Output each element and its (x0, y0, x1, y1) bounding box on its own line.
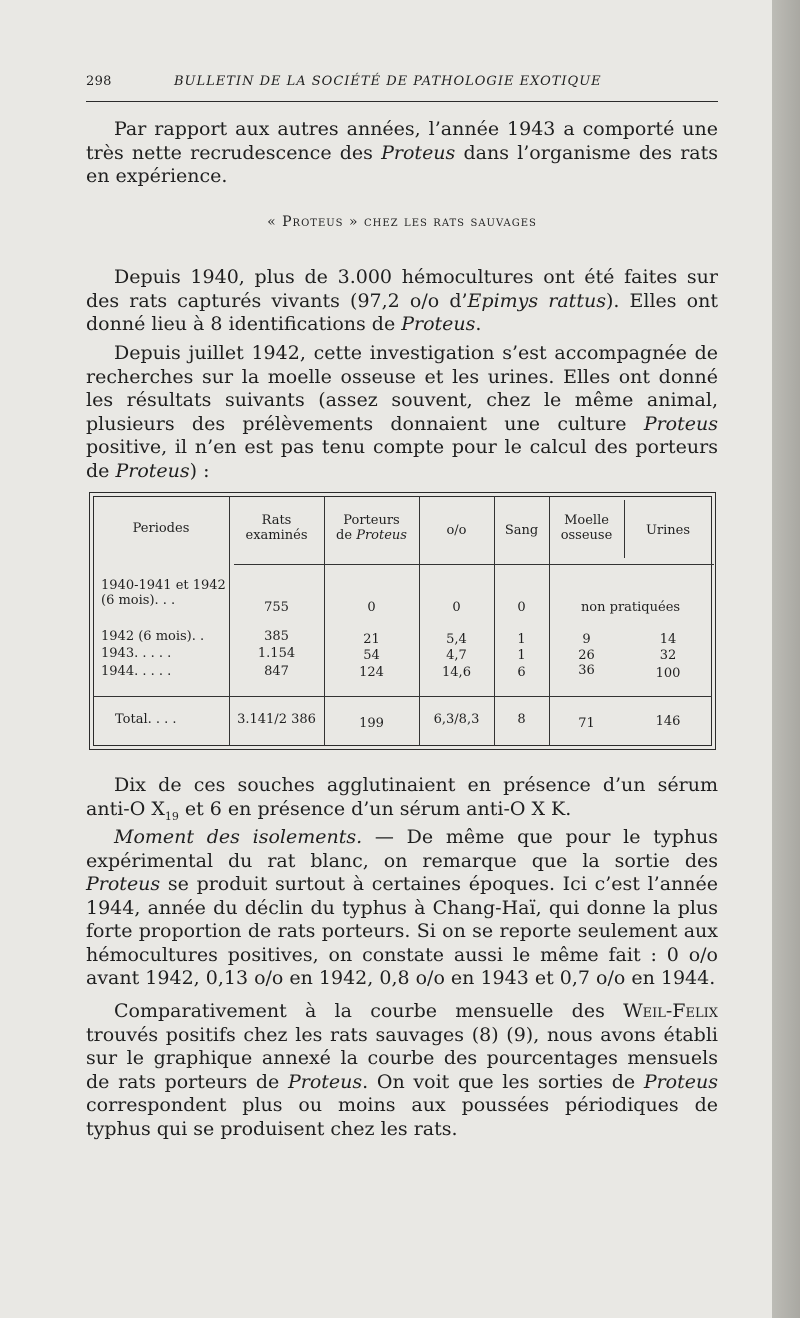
header-rule (86, 101, 718, 102)
table-cell: 8 (517, 712, 526, 727)
paragraph-3: Depuis juillet 1942, cette investigation s’est accompagnée de recherches sur la moelle osseuse et les urines. Elles ont donné les résultats suivants (assez souvent, chez le même animal, plusieurs des prélèvements donnaient une culture Proteus positive, il n’en est pas tenu compte pour le calcul des porteurs de Proteus) : (86, 342, 718, 482)
table-cell: 199 (359, 716, 384, 731)
section-heading: « Proteus » chez les rats sauvages (267, 214, 537, 230)
table-cell: 71 (578, 716, 595, 731)
col-header-sang: Sang (504, 523, 539, 538)
table-cell: 54 (363, 648, 380, 663)
paragraph-6: Comparativement à la courbe mensuelle des Weil-Felix trouvés positifs chez les rats sauvages (8) (9), nous avons établi sur le graphique annexé la courbe des pourcentages mensuels de rats porteurs de Proteus. On voit que les sorties de Proteus correspondent plus ou moins aux poussées périodiques de typhus qui se produisent chez les rats. (86, 1000, 718, 1140)
col-header-urines: Urines (645, 523, 691, 538)
col-header-moelle: Moelle osseuse (560, 513, 613, 543)
col-header-pct: o/o (446, 523, 467, 538)
table-row-2-periode: 1942 (6 mois). . (101, 629, 205, 644)
table-row-3-periode: 1943. . . . . (101, 646, 172, 661)
paragraph-1: Par rapport aux autres années, l’année 1943 a comporté une très nette recrudescence des Proteus dans l’organisme des rats en expérience. (86, 118, 718, 187)
table-cell: 9 (582, 632, 591, 647)
results-table (89, 492, 716, 750)
table-cell: 4,7 (446, 648, 467, 663)
table-row-1-periode: 1940-1941 et 1942 (6 mois). . . (101, 578, 226, 608)
table-cell: 14,6 (442, 665, 471, 680)
paragraph-5: Moment des isolements. — De même que pour le typhus expérimental du rat blanc, on remarque que la sortie des Proteus se produit surtout à certaines époques. Ici c’est l’année 1944, année du déclin du typhus à Chang-Haï, qui donne la plus forte proportion de rats porteurs. Si on se reporte seulement aux hémocultures positives, on constate aussi le même fait : 0 o/o avant 1942, 0,13 o/o en 1942, 0,8 o/o en 1943 et 0,7 o/o en 1944. (86, 826, 718, 989)
page-edge-shadow (772, 0, 800, 1318)
table-cell: 6 (517, 665, 526, 680)
table-cell: non pratiquées (580, 600, 681, 615)
col-header-rats: Rats examinés (245, 513, 308, 543)
table-cell: 385 (264, 629, 289, 644)
page-number: 298 (86, 74, 112, 89)
journal-title: BULLETIN DE LA SOCIÉTÉ DE PATHOLOGIE EXOTIQUE (174, 74, 602, 89)
paragraph-4: Dix de ces souches agglutinaient en présence d’un sérum anti-O $X_{19}$ et 6 en présence d’un sérum anti-O X K. (86, 774, 718, 823)
table-cell: 847 (264, 664, 289, 679)
table-cell: 26 (578, 648, 595, 663)
table-cell: 1 (517, 632, 526, 647)
col-header-porteurs: Porteurs de Proteus (336, 513, 407, 543)
table-cell: 124 (359, 665, 384, 680)
table-cell: 32 (659, 648, 677, 663)
table-cell: 146 (655, 714, 681, 729)
col-header-periodes: Periodes (132, 521, 190, 536)
table-cell: 0 (367, 600, 376, 615)
table-cell: 1 (517, 648, 526, 663)
table-cell: 0 (517, 600, 526, 615)
table-cell: 36 (578, 663, 595, 678)
table-cell: 1.154 (257, 646, 296, 661)
table-total-label: Total. . . . (115, 712, 177, 727)
table-cell: 755 (264, 600, 289, 615)
table-cell: 3.141/2 386 (237, 712, 316, 727)
table-cell: 21 (363, 632, 380, 647)
table-cell: 14 (659, 632, 677, 647)
table-cell: 100 (655, 666, 681, 681)
table-cell: 5,4 (446, 632, 467, 647)
table-cell: 6,3/8,3 (433, 712, 480, 727)
table-row-4-periode: 1944. . . . . (101, 664, 172, 679)
paragraph-2: Depuis 1940, plus de 3.000 hémocultures ont été faites sur des rats capturés vivants (97,2 o/o d’Epimys rattus). Elles ont donné lieu à 8 identifications de Proteus. (86, 266, 718, 335)
table-cell: 0 (452, 600, 461, 615)
